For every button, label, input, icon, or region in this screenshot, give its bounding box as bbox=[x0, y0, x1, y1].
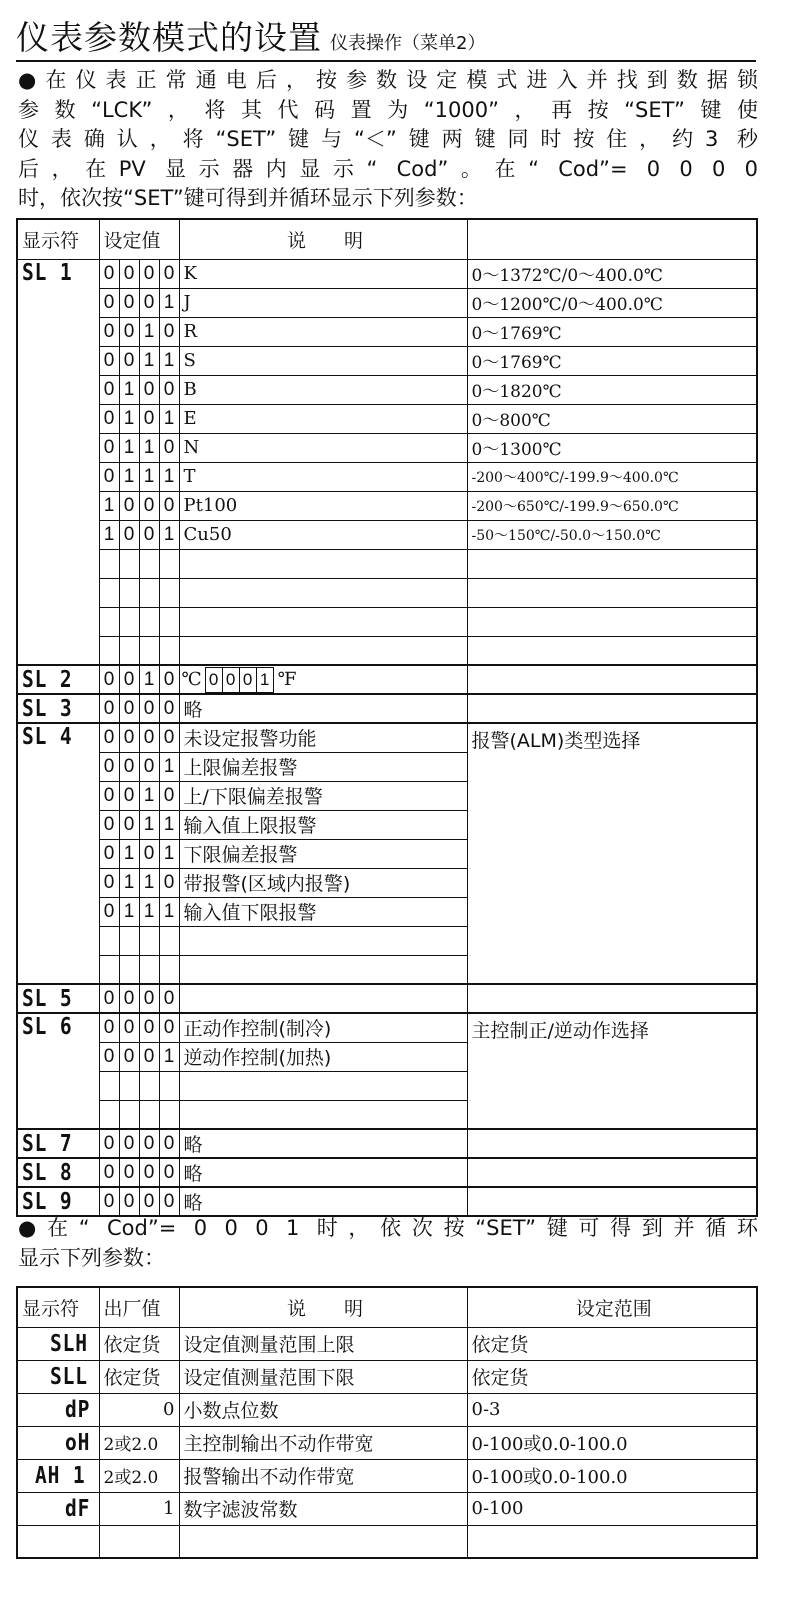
table-cell: 1 bbox=[159, 520, 179, 549]
table-cell: -50～150℃/-50.0～150.0℃ bbox=[467, 520, 757, 549]
table-cell: 依定货 bbox=[99, 1327, 179, 1360]
table-cell: 1 bbox=[99, 520, 119, 549]
table-cell: 0 bbox=[159, 491, 179, 520]
table-cell: 0 bbox=[139, 375, 159, 404]
table-row bbox=[17, 1360, 757, 1393]
sl7-symbol bbox=[17, 1129, 99, 1158]
sl6-symbol bbox=[17, 1013, 99, 1129]
table-cell bbox=[17, 1393, 99, 1426]
table-row-sl7 bbox=[17, 1129, 757, 1158]
table-cell: 输入值上限报警 bbox=[179, 810, 467, 839]
table-cell bbox=[99, 926, 119, 955]
table-cell: 0 bbox=[99, 665, 119, 694]
table-cell: 0～1372℃/0～400.0℃ bbox=[467, 259, 757, 288]
cell-text: SL 8 bbox=[22, 1159, 73, 1186]
table-row-empty bbox=[17, 1525, 757, 1558]
table-cell: 1 bbox=[159, 897, 179, 926]
table-cell: 1 bbox=[119, 375, 139, 404]
table-cell bbox=[99, 636, 119, 665]
table-cell bbox=[119, 1071, 139, 1100]
second-line: 显示下列参数： bbox=[18, 1245, 165, 1270]
table-cell: 0 bbox=[119, 288, 139, 317]
table-cell: 1 bbox=[159, 404, 179, 433]
table-cell: K bbox=[179, 259, 467, 288]
table-cell: 0 bbox=[139, 1013, 159, 1042]
table-cell: 1 bbox=[139, 317, 159, 346]
cell-text: SL 3 bbox=[22, 695, 73, 722]
header-factory: 出厂值 bbox=[99, 1287, 179, 1327]
table-cell: 0 bbox=[99, 897, 119, 926]
table-cell: 下限偏差报警 bbox=[179, 839, 467, 868]
table-cell bbox=[467, 578, 757, 607]
table-cell: 0 bbox=[139, 984, 159, 1013]
table-cell bbox=[179, 549, 467, 578]
table-cell: 0-100 bbox=[467, 1492, 757, 1525]
table-cell: 0 bbox=[119, 781, 139, 810]
table-row-sl2 bbox=[17, 665, 757, 694]
table-cell: 0～1300℃ bbox=[467, 433, 757, 462]
table-cell bbox=[467, 665, 757, 694]
second-paragraph bbox=[18, 1214, 758, 1273]
table-cell: Pt100 bbox=[179, 491, 467, 520]
table-cell bbox=[17, 1525, 99, 1558]
table-cell: 输入值下限报警 bbox=[179, 897, 467, 926]
table-cell: 0 bbox=[139, 752, 159, 781]
table-cell bbox=[139, 1071, 159, 1100]
table-cell: 0 bbox=[99, 404, 119, 433]
table-cell: B bbox=[179, 375, 467, 404]
table-cell bbox=[119, 926, 139, 955]
table-cell: 0 bbox=[159, 375, 179, 404]
table-cell: 0 bbox=[139, 1158, 159, 1187]
table-cell: 0-3 bbox=[467, 1393, 757, 1426]
table-cell: 0 bbox=[119, 1042, 139, 1071]
table-cell: 带报警(区域内报警) bbox=[179, 868, 467, 897]
table-cell: 1 bbox=[159, 810, 179, 839]
table-row bbox=[17, 317, 757, 346]
cell-text: 0 bbox=[205, 667, 223, 693]
intro-line: 后，在PV 显示器内显示“ Cod”。在“ Cod”= 0 0 0 0 bbox=[18, 156, 758, 181]
table-cell: 依定货 bbox=[467, 1360, 757, 1393]
cell-text: ℃ bbox=[181, 668, 202, 690]
cell-text: SL 7 bbox=[22, 1130, 73, 1157]
table-cell: 1 bbox=[139, 346, 159, 375]
table-cell: 上/下限偏差报警 bbox=[179, 781, 467, 810]
table-cell: 0 bbox=[119, 346, 139, 375]
table-cell: 0 bbox=[159, 1129, 179, 1158]
table-cell: 0 bbox=[159, 723, 179, 752]
table-header-row bbox=[17, 219, 757, 259]
table-cell: 0 bbox=[99, 1187, 119, 1216]
table-header-row bbox=[17, 1287, 757, 1327]
header-description: 说 明 bbox=[179, 219, 467, 259]
table-cell: 依定货 bbox=[467, 1327, 757, 1360]
table-cell: 0 bbox=[99, 1158, 119, 1187]
sl4-note: 报警(ALM)类型选择 bbox=[467, 723, 757, 984]
table-row-sl3 bbox=[17, 694, 757, 723]
table-cell bbox=[119, 607, 139, 636]
table-row bbox=[17, 1393, 757, 1426]
table-cell: 0 bbox=[139, 491, 159, 520]
table-row-empty bbox=[17, 636, 757, 665]
table-cell: 1 bbox=[159, 839, 179, 868]
sl8-symbol bbox=[17, 1158, 99, 1187]
table-cell bbox=[139, 578, 159, 607]
table-cell bbox=[139, 926, 159, 955]
table-cell bbox=[119, 1100, 139, 1129]
table-cell: 0 bbox=[139, 1187, 159, 1216]
table-cell bbox=[467, 1158, 757, 1187]
table-cell: 0 bbox=[159, 984, 179, 1013]
cell-text: SLL bbox=[49, 1363, 88, 1390]
cell-text: 0 bbox=[222, 667, 240, 693]
table-row-sl5 bbox=[17, 984, 757, 1013]
table-cell: 0 bbox=[119, 1013, 139, 1042]
table-cell bbox=[159, 578, 179, 607]
table-cell: E bbox=[179, 404, 467, 433]
table-cell: 1 bbox=[119, 462, 139, 491]
table-cell bbox=[179, 1071, 467, 1100]
table-row bbox=[17, 491, 757, 520]
sl4-symbol bbox=[17, 723, 99, 984]
table-cell: 0 bbox=[119, 752, 139, 781]
table-row-empty bbox=[17, 607, 757, 636]
header-symbol: 显示符 bbox=[17, 219, 99, 259]
table-cell: 0 bbox=[99, 752, 119, 781]
table-cell: 1 bbox=[99, 491, 119, 520]
table-row bbox=[17, 404, 757, 433]
table-cell: 0 bbox=[99, 984, 119, 1013]
table-cell: 0 bbox=[159, 259, 179, 288]
table-row bbox=[17, 433, 757, 462]
table-cell: 报警输出不动作带宽 bbox=[179, 1459, 467, 1492]
table-cell: Cu50 bbox=[179, 520, 467, 549]
table-cell: 0 bbox=[99, 288, 119, 317]
page-title bbox=[16, 12, 776, 56]
table-cell bbox=[159, 955, 179, 984]
table-cell bbox=[99, 1525, 179, 1558]
table-cell: 0 bbox=[159, 1187, 179, 1216]
table-row bbox=[17, 1327, 757, 1360]
header-extra bbox=[467, 219, 757, 259]
table-cell: 1 bbox=[159, 462, 179, 491]
table-cell: 0 bbox=[99, 462, 119, 491]
table-cell: 0 bbox=[99, 839, 119, 868]
table-cell bbox=[179, 926, 467, 955]
table-cell bbox=[467, 984, 757, 1013]
table-cell bbox=[467, 636, 757, 665]
table-cell: 0 bbox=[139, 520, 159, 549]
header-range: 设定范围 bbox=[467, 1287, 757, 1327]
table-cell: 小数点位数 bbox=[179, 1393, 467, 1426]
table-cell: 2或2.0 bbox=[99, 1426, 179, 1459]
table-cell bbox=[159, 1100, 179, 1129]
table-cell bbox=[467, 607, 757, 636]
table-cell: 0 bbox=[139, 694, 159, 723]
table-cell: 1 bbox=[119, 868, 139, 897]
table-cell: 0-100或0.0-100.0 bbox=[467, 1459, 757, 1492]
cell-text: oH bbox=[64, 1429, 91, 1456]
cell-text: dP bbox=[64, 1396, 91, 1423]
table-cell bbox=[159, 607, 179, 636]
table-cell: 0 bbox=[99, 317, 119, 346]
table-cell: 0 bbox=[119, 984, 139, 1013]
table-cell: 0 bbox=[139, 1129, 159, 1158]
table-cell: 逆动作控制(加热) bbox=[179, 1042, 467, 1071]
table-cell bbox=[467, 694, 757, 723]
table-cell bbox=[99, 607, 119, 636]
table-row bbox=[17, 346, 757, 375]
intro-line: ●在仪表正常通电后，按参数设定模式进入并找到数据锁 bbox=[18, 68, 758, 92]
table-cell bbox=[159, 549, 179, 578]
table-cell: 1 bbox=[159, 752, 179, 781]
table-cell: R bbox=[179, 317, 467, 346]
table-cell: 略 bbox=[179, 1187, 467, 1216]
table-cell: 0 bbox=[159, 1158, 179, 1187]
cell-text: SL 9 bbox=[22, 1188, 73, 1215]
table-cell: 0 bbox=[119, 694, 139, 723]
table-row bbox=[17, 375, 757, 404]
table-cell: 设定值测量范围上限 bbox=[179, 1327, 467, 1360]
table-cell: 0 bbox=[139, 288, 159, 317]
table-cell: 0 bbox=[139, 723, 159, 752]
sl6-note: 主控制正/逆动作选择 bbox=[467, 1013, 757, 1129]
table-cell: 依定货 bbox=[99, 1360, 179, 1393]
title-subtitle: 仪表操作（菜单2） bbox=[330, 33, 486, 54]
table-cell: 0 bbox=[99, 1393, 179, 1426]
table-cell: S bbox=[179, 346, 467, 375]
sl2-symbol bbox=[17, 665, 99, 694]
sl1-symbol bbox=[17, 259, 99, 665]
table-cell: 0 bbox=[99, 781, 119, 810]
table-cell bbox=[17, 1327, 99, 1360]
table-cell bbox=[99, 549, 119, 578]
table-cell: 0 bbox=[119, 1158, 139, 1187]
table-cell: 0 bbox=[99, 868, 119, 897]
table-cell: 1 bbox=[159, 288, 179, 317]
table-cell: 略 bbox=[179, 1158, 467, 1187]
table-row-empty bbox=[17, 578, 757, 607]
table-row-empty bbox=[17, 549, 757, 578]
cell-text: 0 bbox=[239, 667, 257, 693]
table-cell bbox=[119, 549, 139, 578]
table-cell: 略 bbox=[179, 1129, 467, 1158]
table-cell: 1 bbox=[119, 897, 139, 926]
table-cell bbox=[179, 984, 467, 1013]
table-cell bbox=[17, 1492, 99, 1525]
cell-text: ℉ bbox=[277, 668, 297, 690]
table-cell: 0 bbox=[159, 694, 179, 723]
table-cell: 0 bbox=[139, 404, 159, 433]
table-cell: 0 bbox=[119, 317, 139, 346]
parameter-table-1 bbox=[16, 218, 758, 1217]
table-cell: 0 bbox=[139, 259, 159, 288]
table-cell: 1 bbox=[99, 1492, 179, 1525]
table-cell: -200～650℃/-199.9～650.0℃ bbox=[467, 491, 757, 520]
table-row bbox=[17, 1013, 757, 1042]
table-cell: 1 bbox=[119, 839, 139, 868]
header-symbol: 显示符 bbox=[17, 1287, 99, 1327]
table-cell: 0 bbox=[159, 433, 179, 462]
table-cell bbox=[179, 1100, 467, 1129]
table-cell: 0 bbox=[119, 491, 139, 520]
table-cell: 0-100或0.0-100.0 bbox=[467, 1426, 757, 1459]
table-cell: 0 bbox=[99, 375, 119, 404]
table-cell: 1 bbox=[139, 868, 159, 897]
table-cell: 0 bbox=[119, 1187, 139, 1216]
table-cell: 0 bbox=[119, 520, 139, 549]
table-cell: 0 bbox=[99, 723, 119, 752]
header-description: 说 明 bbox=[179, 1287, 467, 1327]
intro-line: 时，依次按“SET”键可得到并循环显示下列参数： bbox=[18, 186, 478, 210]
table-cell bbox=[17, 1459, 99, 1492]
sl9-symbol bbox=[17, 1187, 99, 1216]
table-cell bbox=[119, 636, 139, 665]
table-cell: 0 bbox=[159, 317, 179, 346]
table-cell: 略 bbox=[179, 694, 467, 723]
table-cell bbox=[467, 1525, 757, 1558]
table-cell bbox=[159, 926, 179, 955]
table-cell: 正动作控制(制冷) bbox=[179, 1013, 467, 1042]
table-cell: 1 bbox=[139, 433, 159, 462]
table-row-sl9 bbox=[17, 1187, 757, 1216]
table-cell: 0～1769℃ bbox=[467, 346, 757, 375]
table-cell: 0 bbox=[99, 1013, 119, 1042]
table-cell: N bbox=[179, 433, 467, 462]
table-cell: 0 bbox=[99, 433, 119, 462]
table-cell bbox=[17, 1426, 99, 1459]
table-cell: 0 bbox=[159, 868, 179, 897]
table-cell bbox=[99, 955, 119, 984]
table-cell: 1 bbox=[119, 433, 139, 462]
table-cell: 0 bbox=[159, 1013, 179, 1042]
cell-text: 1 bbox=[256, 667, 274, 693]
table-cell: 1 bbox=[119, 404, 139, 433]
intro-line: 仪表确认，将“SET”键与“＜”键两键同时按住，约3 秒 bbox=[18, 127, 758, 151]
header-setvalue: 设定值 bbox=[99, 219, 179, 259]
table-row bbox=[17, 1492, 757, 1525]
table-row bbox=[17, 723, 757, 752]
intro-paragraph bbox=[18, 66, 758, 214]
table-cell: T bbox=[179, 462, 467, 491]
table-cell: -200～400℃/-199.9～400.0℃ bbox=[467, 462, 757, 491]
table-cell: 上限偏差报警 bbox=[179, 752, 467, 781]
table-cell: 0 bbox=[99, 810, 119, 839]
table-cell: 0 bbox=[119, 810, 139, 839]
table-row bbox=[17, 1426, 757, 1459]
table-row bbox=[17, 462, 757, 491]
title-main: 仪表参数模式的设置 bbox=[16, 18, 322, 57]
table-cell: 0 bbox=[159, 665, 179, 694]
table-row-sl8 bbox=[17, 1158, 757, 1187]
table-cell bbox=[467, 1129, 757, 1158]
table-cell bbox=[99, 578, 119, 607]
table-cell bbox=[119, 578, 139, 607]
cell-text: dF bbox=[64, 1495, 91, 1522]
table-row bbox=[17, 520, 757, 549]
second-line: ●在“ Cod”= 0 0 0 1 时，依次按“SET”键可得到并循环 bbox=[18, 1216, 758, 1240]
table-cell bbox=[139, 955, 159, 984]
table-cell: 0 bbox=[119, 723, 139, 752]
table-cell bbox=[179, 955, 467, 984]
table-cell bbox=[179, 578, 467, 607]
title-rule bbox=[16, 60, 756, 62]
table-cell bbox=[179, 636, 467, 665]
table-cell: 1 bbox=[159, 1042, 179, 1071]
table-cell: 0 bbox=[139, 839, 159, 868]
table-cell: 1 bbox=[139, 462, 159, 491]
table-cell bbox=[179, 607, 467, 636]
table-cell: 0～1769℃ bbox=[467, 317, 757, 346]
table-cell: 0 bbox=[99, 1042, 119, 1071]
table-cell bbox=[139, 607, 159, 636]
table-cell: 0 bbox=[99, 694, 119, 723]
table-cell: 1 bbox=[159, 346, 179, 375]
cell-text: SL 4 bbox=[22, 724, 73, 750]
cell-text: SLH bbox=[49, 1330, 88, 1357]
sl2-unit-cell bbox=[179, 665, 467, 694]
table-cell: 0 bbox=[159, 781, 179, 810]
table-cell: 0 bbox=[99, 1129, 119, 1158]
cell-text: SL 1 bbox=[22, 259, 73, 286]
table-cell bbox=[159, 636, 179, 665]
table-row bbox=[17, 288, 757, 317]
table-cell: 0～1200℃/0～400.0℃ bbox=[467, 288, 757, 317]
table-cell bbox=[467, 1187, 757, 1216]
sl5-symbol bbox=[17, 984, 99, 1013]
table-cell: 0 bbox=[99, 346, 119, 375]
table-cell: 0 bbox=[119, 1129, 139, 1158]
table-cell: 0 bbox=[119, 665, 139, 694]
table-cell bbox=[99, 1100, 119, 1129]
table-cell bbox=[139, 549, 159, 578]
table-cell: 0 bbox=[119, 259, 139, 288]
table-cell bbox=[467, 549, 757, 578]
table-cell: 1 bbox=[139, 897, 159, 926]
table-cell: 0 bbox=[99, 259, 119, 288]
table-cell: 2或2.0 bbox=[99, 1459, 179, 1492]
table-row bbox=[17, 259, 757, 288]
table-cell: 0 bbox=[139, 1042, 159, 1071]
table-cell bbox=[139, 1100, 159, 1129]
table-cell bbox=[99, 1071, 119, 1100]
cell-text: SL 5 bbox=[22, 985, 73, 1012]
table-cell: 主控制输出不动作带宽 bbox=[179, 1426, 467, 1459]
table-cell bbox=[119, 955, 139, 984]
table-cell: 0～800℃ bbox=[467, 404, 757, 433]
cell-text: SL 2 bbox=[22, 666, 73, 693]
table-cell: 1 bbox=[139, 665, 159, 694]
table-cell: 0～1820℃ bbox=[467, 375, 757, 404]
table-cell bbox=[17, 1360, 99, 1393]
table-cell: 1 bbox=[139, 781, 159, 810]
table-cell bbox=[159, 1071, 179, 1100]
table-row bbox=[17, 1459, 757, 1492]
table-cell bbox=[139, 636, 159, 665]
intro-line: 参数“LCK”，将其代码置为“1000”，再按“SET”键使 bbox=[18, 97, 758, 122]
table-cell: 未设定报警功能 bbox=[179, 723, 467, 752]
sl3-symbol bbox=[17, 694, 99, 723]
cell-text: AH 1 bbox=[35, 1462, 86, 1489]
parameter-table-2 bbox=[16, 1286, 758, 1559]
table-cell bbox=[179, 1525, 467, 1558]
table-cell: 1 bbox=[139, 810, 159, 839]
table-cell: 数字滤波常数 bbox=[179, 1492, 467, 1525]
table-cell: 设定值测量范围下限 bbox=[179, 1360, 467, 1393]
cell-text: SL 6 bbox=[22, 1014, 73, 1040]
table-cell: J bbox=[179, 288, 467, 317]
